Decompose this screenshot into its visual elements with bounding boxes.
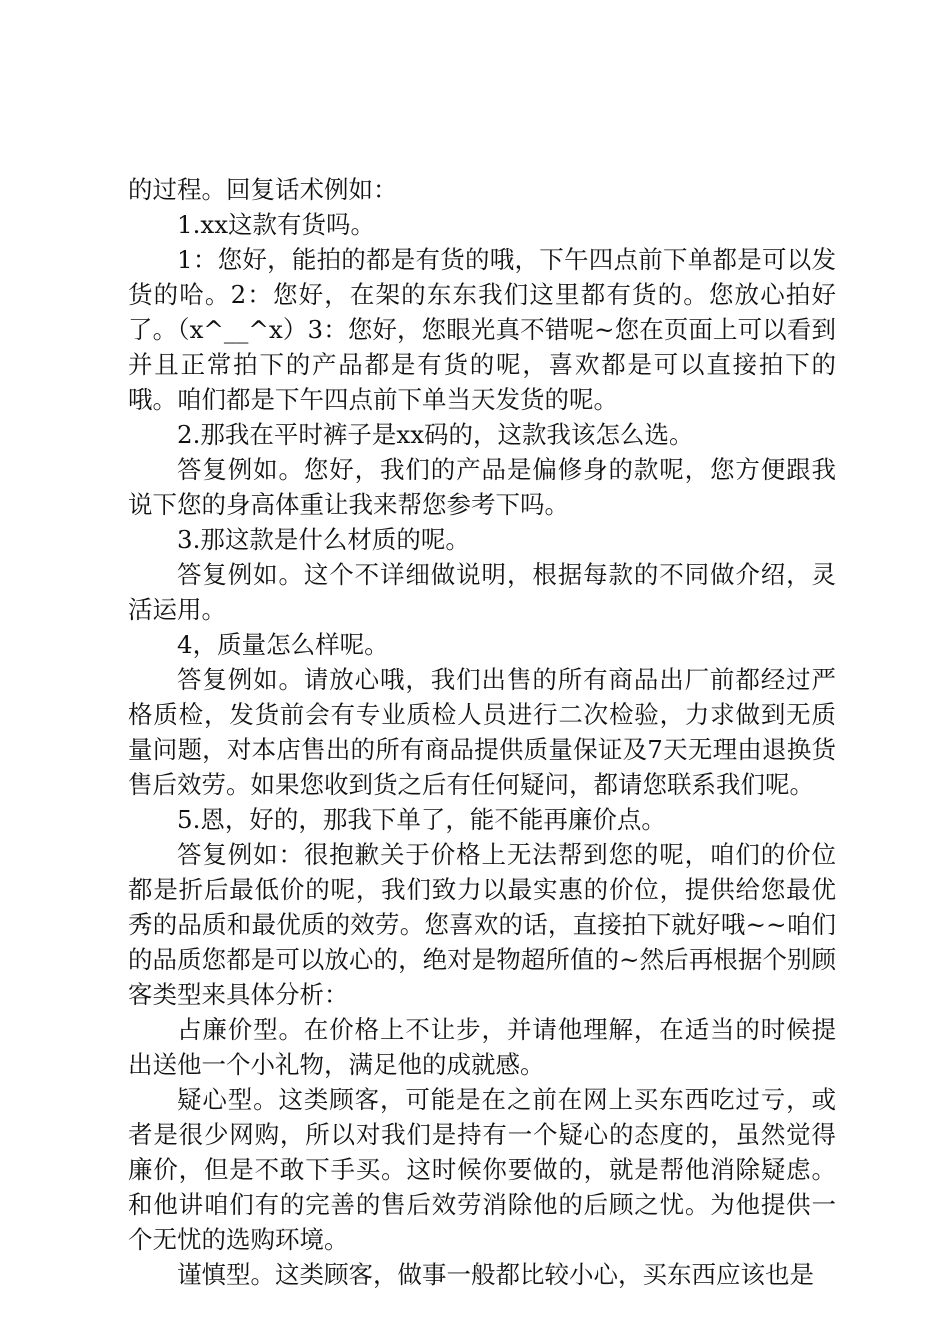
- question-1: 1.xx这款有货吗。: [177, 210, 376, 239]
- answer-5: 答复例如：很抱歉关于价格上无法帮到您的呢，咱们的价位都是折后最低价的呢，我们致力以最实惠的价位，提供给您最优秀的品质和最优质的效劳。您喜欢的话，直接拍下就好哦~~咱们的品质您都是可以放心的，绝对是物超所值的~然后再根据个别顾客类型来具体分析：: [128, 840, 836, 1009]
- answer-2: 答复例如。您好，我们的产品是偏修身的款呢，您方便跟我说下您的身高体重让我来帮您参考下吗。: [128, 455, 836, 519]
- answer-3: 答复例如。这个不详细做说明，根据每款的不同做介绍，灵活运用。: [128, 560, 836, 624]
- customer-type-suspicious: 疑心型。这类顾客，可能是在之前在网上买东西吃过亏，或者是很少网购，所以对我们是持有一个疑心的态度的，虽然觉得廉价，但是不敢下手买。这时候你要做的，就是帮他消除疑虑。和他讲咱们有的完善的售后效劳消除他的后顾之忧。为他提供一个无忧的选购环境。: [128, 1085, 836, 1254]
- document-body: [128, 172, 836, 1292]
- customer-type-bargain: 占廉价型。在价格上不让步，并请他理解，在适当的时候提出送他一个小礼物，满足他的成就感。: [128, 1015, 836, 1079]
- paragraph-continuation: 的过程。回复话术例如：: [128, 175, 398, 204]
- question-4: 4，质量怎么样呢。: [177, 630, 389, 659]
- question-2: 2.那我在平时裤子是xx码的，这款我该怎么选。: [177, 420, 694, 449]
- answer-1: 1：您好，能拍的都是有货的哦，下午四点前下单都是可以发货的哈。2：您好，在架的东东我们这里都有货的。您放心拍好了。（x^__^x）3：您好，您眼光真不错呢~您在页面上可以看到并且正常拍下的产品都是有货的呢，喜欢都是可以直接拍下的哦。咱们都是下午四点前下单当天发货的呢。: [128, 245, 836, 414]
- answer-4: 答复例如。请放心哦，我们出售的所有商品出厂前都经过严格质检，发货前会有专业质检人员进行二次检验，力求做到无质量问题，对本店售出的所有商品提供质量保证及7天无理由退换货售后效劳。如果您收到货之后有任何疑问，都请您联系我们呢。: [128, 665, 836, 799]
- question-3: 3.那这款是什么材质的呢。: [177, 525, 470, 554]
- question-5: 5.恩，好的，那我下单了，能不能再廉价点。: [177, 805, 666, 834]
- customer-type-cautious: 谨慎型。这类顾客，做事一般都比较小心，买东西应该也是: [177, 1260, 814, 1289]
